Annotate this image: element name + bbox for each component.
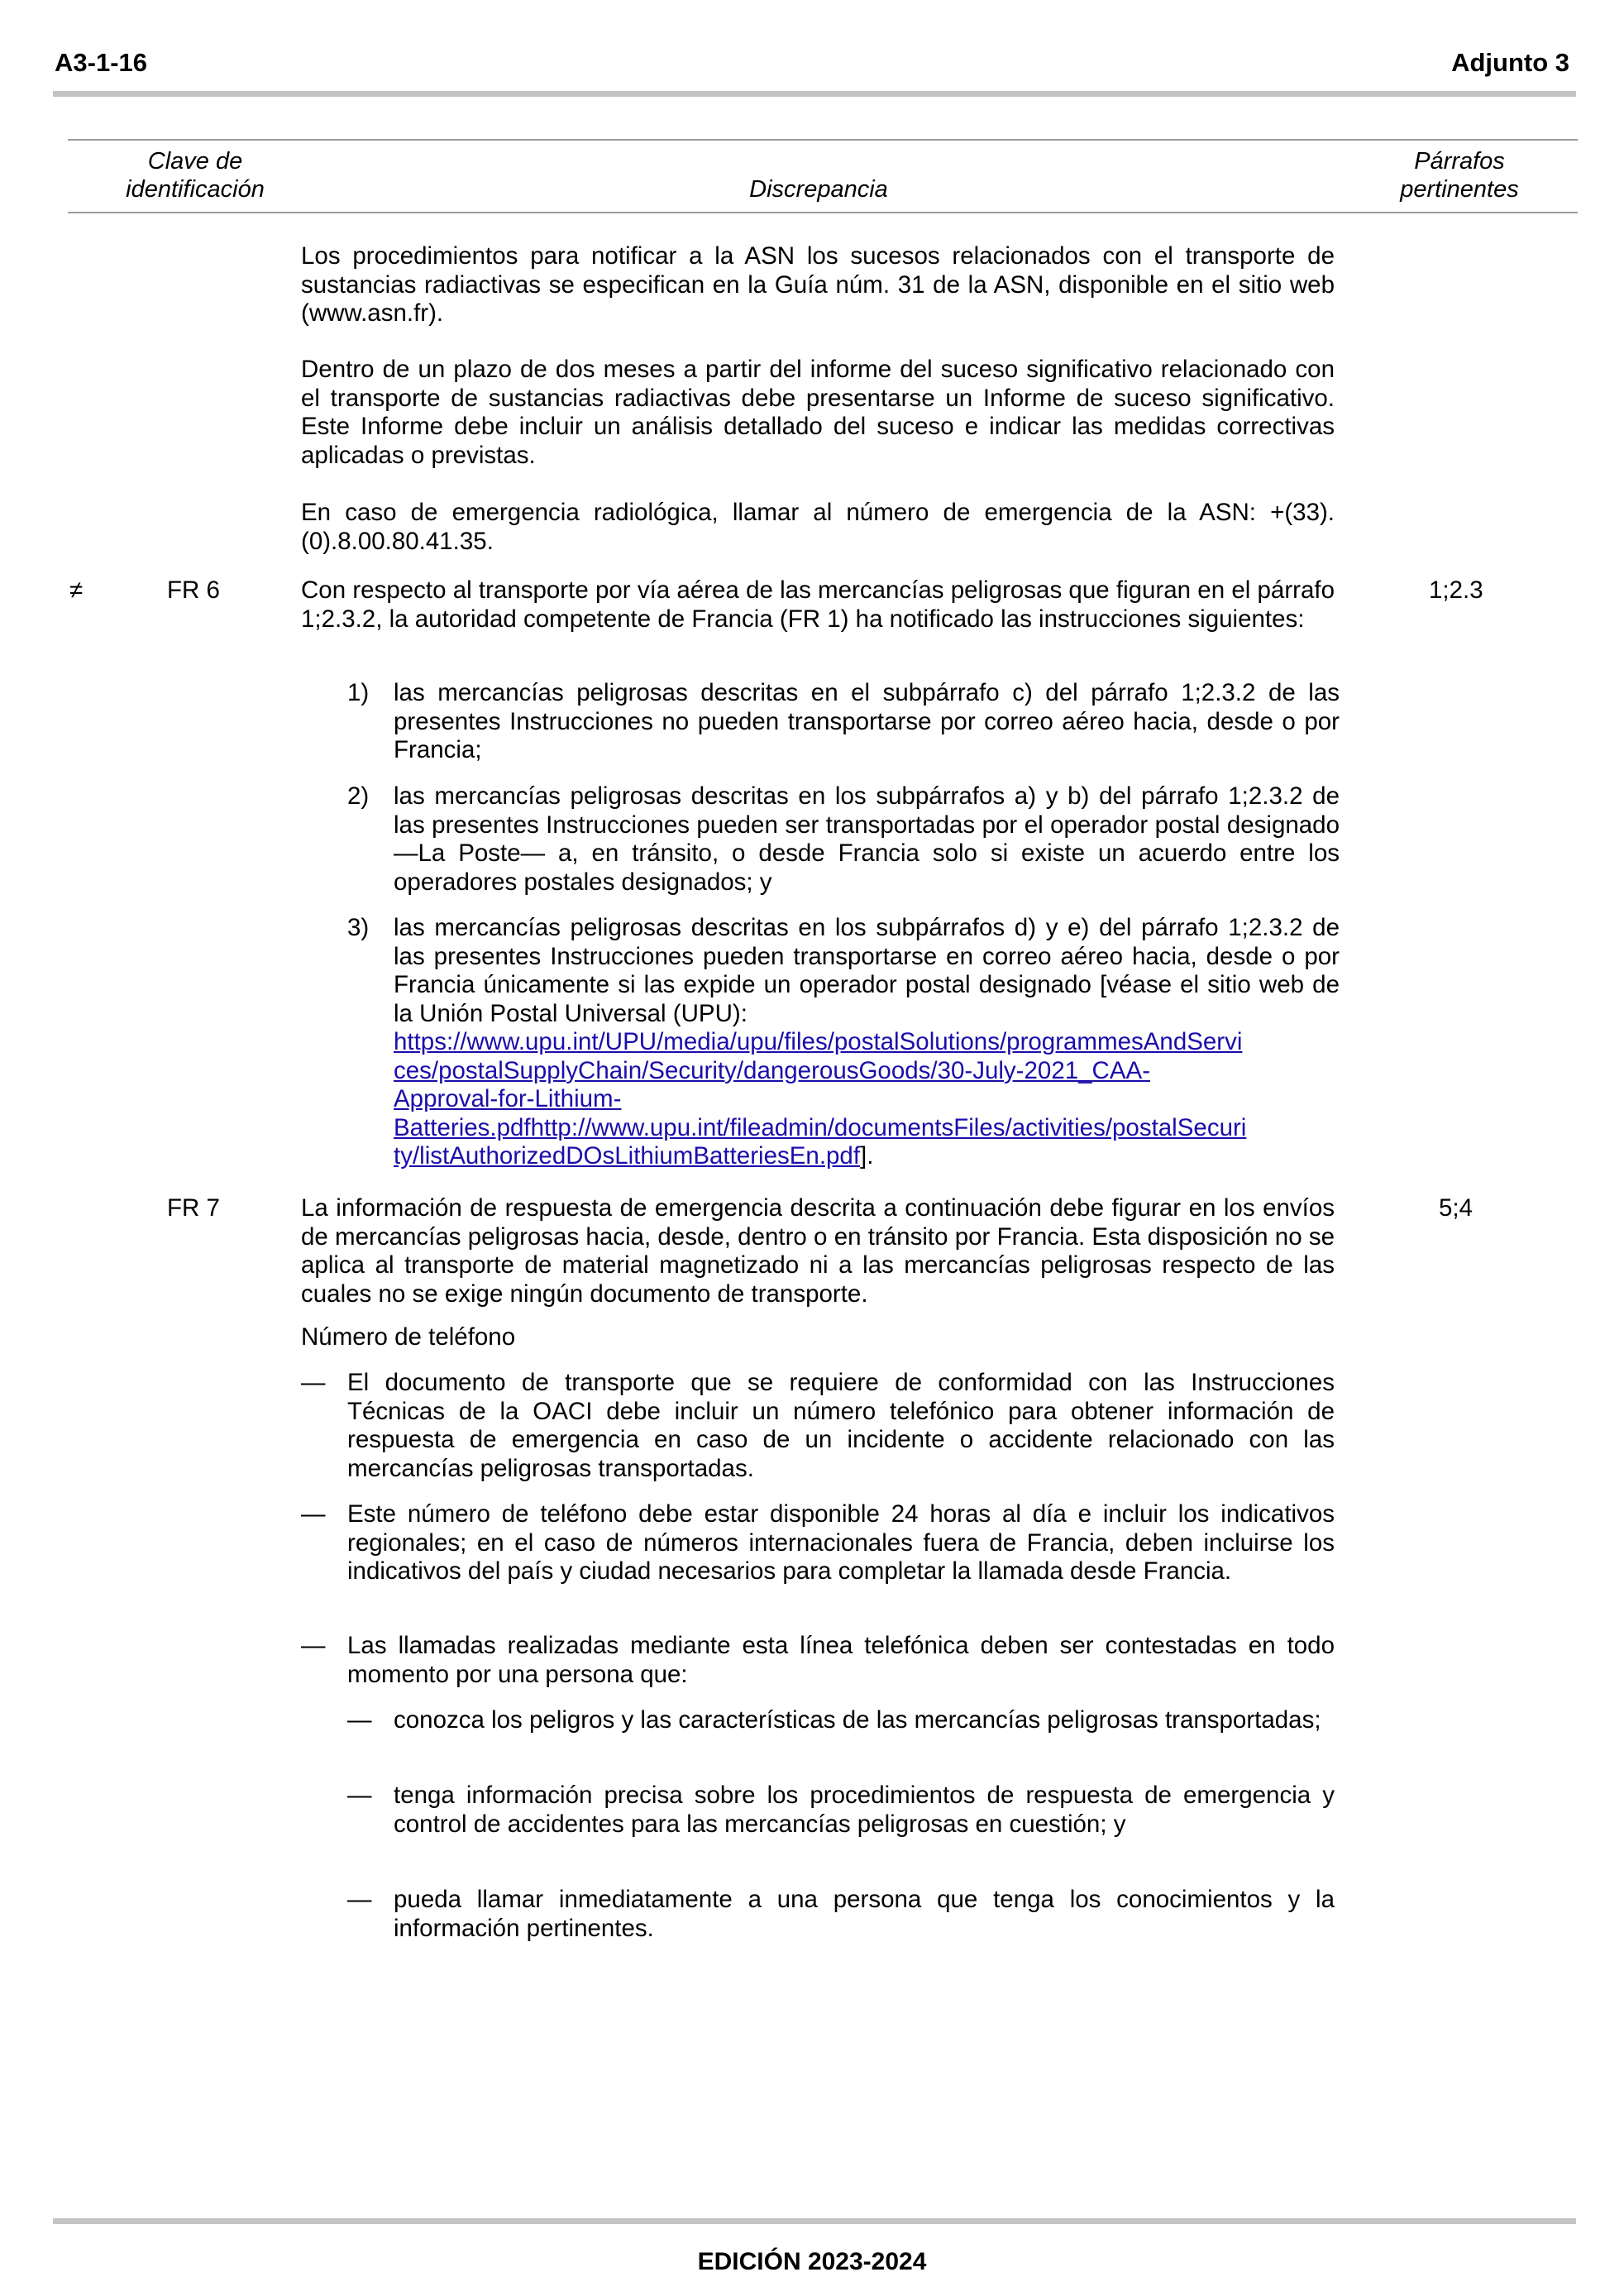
fr7-dash-item-1	[301, 1369, 1335, 1483]
sub-item-text: pueda llamar inmediatamente a una persona que tenga los conocimientos y la información pertinentes.	[394, 1886, 1335, 1942]
ref-fr7: 5;4	[1439, 1194, 1474, 1222]
fr7-dash-item-2	[301, 1500, 1335, 1586]
dash-marker: —	[301, 1369, 326, 1396]
dash-marker: —	[301, 1632, 326, 1659]
dash-item-text: Este número de teléfono debe estar disponible 24 horas al día e incluir los indicativos regionales; en el caso de números internacionales fuera de Francia, deben incluirse los indicativos del país y ciudad necesarios para completar la llamada desde Francia.	[347, 1500, 1335, 1585]
fr6-item-number: 1)	[347, 679, 370, 706]
key-fr6: FR 6	[167, 576, 220, 604]
fr6-item-1	[347, 679, 1340, 765]
fr6-item-text: las mercancías peligrosas descritas en los subpárrafos a) y b) del párrafo 1;2.3.2 de las presentes Instrucciones pueden ser transportadas por el operador postal designado —La Poste— a, en tránsito, o desde Francia solo si existe un acuerdo entre los operadores postales designados; y	[394, 782, 1340, 896]
fr6-item-number: 3)	[347, 914, 370, 941]
fr7-sub-item-1	[347, 1706, 1335, 1735]
column-header-discrepancy: Discrepancia	[749, 176, 888, 203]
intro-paragraph-3: En caso de emergencia radiológica, llamar al número de emergencia de la ASN: +(33).(0).8.00.80.41.35.	[301, 499, 1335, 555]
dash-marker: —	[347, 1886, 372, 1913]
column-header-key-line2: identificación	[126, 176, 265, 203]
fr7-sub-item-3	[347, 1886, 1335, 1943]
edition-footer: EDICIÓN 2023-2024	[697, 2248, 927, 2275]
upu-link-line-5[interactable]: ty/listAuthorizedDOsLithiumBatteriesEn.pdf	[394, 1142, 861, 1170]
fr7-lead-paragraph: La información de respuesta de emergencia descrita a continuación debe figurar en los envíos de mercancías peligrosas hacia, desde, dentro o en tránsito por Francia. Esta disposición no se aplica al transporte de material magnetizado ni a las mercancías peligrosas respecto de las cuales no se exige ningún documento de transporte.	[301, 1194, 1335, 1308]
dash-item-text: Las llamadas realizadas mediante esta línea telefónica deben ser contestadas en todo momento por una persona que:	[347, 1632, 1335, 1688]
column-header-paragraphs-line1: Párrafos	[1414, 148, 1505, 175]
column-header-key	[79, 147, 311, 203]
fr6-item-number: 2)	[347, 782, 370, 810]
table-top-rule	[68, 139, 1578, 141]
dash-marker: —	[347, 1706, 372, 1734]
fr6-item-3	[347, 914, 1340, 1171]
sub-item-text: conozca los peligros y las características de las mercancías peligrosas transportadas;	[394, 1706, 1321, 1734]
column-header-paragraphs-line2: pertinentes	[1400, 176, 1519, 203]
footer-rule	[53, 2218, 1576, 2224]
sub-item-text: tenga información precisa sobre los procedimientos de respuesta de emergencia y control de accidentes para las mercancías peligrosas en cuestión; y	[394, 1782, 1335, 1838]
upu-link-line-4[interactable]: Batteries.pdfhttp://www.upu.int/fileadmin/documentsFiles/activities/postalSecuri	[394, 1113, 1247, 1141]
upu-link-line-2[interactable]: ces/postalSupplyChain/Security/dangerousGoods/30-July-2021_CAA-	[394, 1056, 1151, 1084]
fr6-lead-paragraph: Con respecto al transporte por vía aérea de las mercancías peligrosas que figuran en el párrafo 1;2.3.2, la autoridad competente de Francia (FR 1) ha notificado las instrucciones siguientes:	[301, 576, 1335, 633]
ref-fr6: 1;2.3	[1429, 576, 1483, 604]
difference-mark: ≠	[69, 576, 84, 604]
page-number: A3-1-16	[55, 48, 147, 77]
upu-link-line-1[interactable]: https://www.upu.int/UPU/media/upu/files/postalSolutions/programmesAndServi	[394, 1028, 1243, 1055]
fr6-item-text: las mercancías peligrosas descritas en los subpárrafos d) y e) del párrafo 1;2.3.2 de las presentes Instrucciones pueden transportarse en correo aéreo hacia, desde o por Francia únicamente si las expide un operador postal designado [véase el sitio web de la Unión Postal Universal (UPU):	[394, 914, 1340, 1027]
intro-paragraph-2: Dentro de un plazo de dos meses a partir del informe del suceso significativo relacionado con el transporte de sustancias radiactivas debe presentarse un Informe de suceso significativo. Este Informe debe incluir un análisis detallado del suceso e indicar las medidas correctivas aplicadas o previstas.	[301, 356, 1335, 469]
key-fr7: FR 7	[167, 1194, 220, 1222]
attachment-label: Adjunto 3	[1451, 48, 1569, 77]
fr6-item-2	[347, 782, 1340, 897]
upu-link-block	[394, 1028, 1340, 1171]
dash-marker: —	[347, 1782, 372, 1809]
fr7-sub-item-2	[347, 1782, 1335, 1839]
fr6-item-text: las mercancías peligrosas descritas en el subpárrafo c) del párrafo 1;2.3.2 de las presentes Instrucciones no pueden transportarse por correo aéreo hacia, desde o por Francia;	[394, 679, 1340, 763]
column-header-paragraphs	[1348, 147, 1571, 203]
upu-link-line-3[interactable]: Approval-for-Lithium-	[394, 1085, 622, 1112]
dash-item-text: El documento de transporte que se requiere de conformidad con las Instrucciones Técnicas de la OACI debe incluir un número telefónico para obtener información de respuesta de emergencia en caso de un incidente o accidente relacionado con las mercancías peligrosas transportadas.	[347, 1369, 1335, 1482]
phone-heading: Número de teléfono	[301, 1323, 516, 1351]
fr7-dash-item-3	[301, 1632, 1335, 1689]
link-closing-bracket: ].	[860, 1142, 874, 1170]
column-header-key-line1: Clave de	[147, 148, 243, 175]
table-header-rule	[68, 212, 1578, 213]
header-rule	[53, 91, 1576, 97]
intro-paragraph-1: Los procedimientos para notificar a la ASN los sucesos relacionados con el transporte de sustancias radiactivas se especifican en la Guía núm. 31 de la ASN, disponible en el sitio web (www.asn.fr).	[301, 242, 1335, 327]
dash-marker: —	[301, 1500, 326, 1528]
